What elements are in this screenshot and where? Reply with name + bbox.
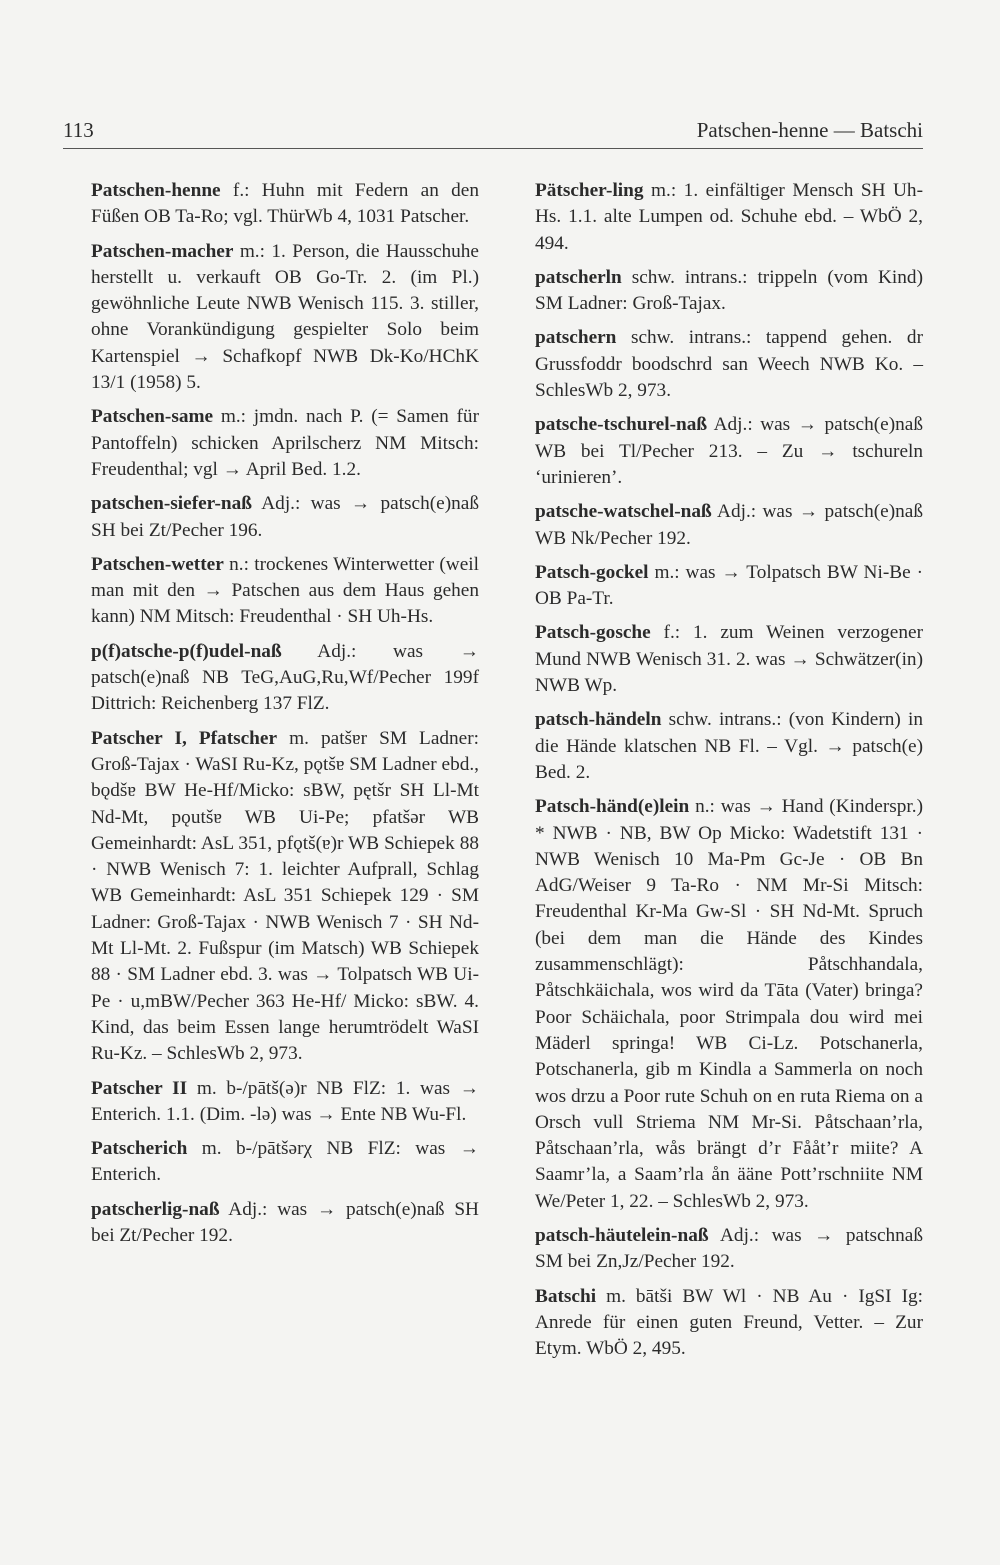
headword: Patscherich (91, 1138, 188, 1160)
page-header (63, 118, 923, 149)
entry (535, 620, 923, 699)
entry-text: n.: trockenes Winterwetter (weil man mit den → Patschen aus dem Haus gehen kann) NM Mitsch: Freudenthal · SH Uh-Hs. (91, 553, 479, 628)
entry (91, 552, 479, 631)
entry-text: m.: jmdn. nach P. (= Samen für Pantoffeln) schicken Aprilscherz NM Mitsch: Freudenthal; vgl → April Bed. 1.2. (91, 406, 479, 480)
entry (91, 404, 479, 483)
entry-text: schw. intrans.: tappend gehen. dr Grussfoddr boodschrd san Weech NWB Ko. – SchlesWb 2, 973. (535, 327, 923, 402)
entry-text: Adj.: was → patschnaß SM bei Zn,Jz/Pecher 192. (535, 1224, 923, 1273)
entry (91, 491, 479, 544)
entry-text: m.: 1. Person, die Hausschuhe herstellt u. verkauft OB Go-Tr. 2. (im Pl.) gewöhnliche Leute NWB Wenisch 115. 3. stiller, ohne Vorankündigung gespielter Solo beim Kartenspiel → Schafkopf NWB Dk-Ko/HChK 13/1 (1958) 5. (91, 240, 479, 394)
entry (91, 239, 479, 397)
headword: patschern (535, 327, 617, 349)
entry-text: m. patšɐr SM Ladner: Groß-Tajax · WaSI Ru-Kz, pǫtšɐ SM Ladner ebd., bǫdšɐ BW He-Hf/Micko: sBW, pętšr SH Ll-Mt Nd-Mt, pǫutšɐ WB Ui-Pe; pfatšər WB Gemeinhardt: AsL 351, pfǫtš(ɐ)r WB Schiepek 88 · NWB Wenisch 7: 1. leichter Aufprall, Schlag WB Gemeinhardt: AsL 351 Schiepek 129 · SM Ladner: Groß-Tajax · NWB Wenisch 7 · SH Nd-Mt Ll-Mt. 2. Fußspur (im Matsch) WB Schiepek 88 · SM Ladner ebd. 3. was → Tolpatsch WB Ui-Pe · u,mBW/Pecher 363 He-Hf/ Micko: sBW. 4. Kind, das beim Essen lange herumtrödelt WaSI Ru-Kz. – SchlesWb 2, 973. (91, 727, 479, 1065)
entry (91, 1076, 479, 1129)
entry-text: Adj.: was → patsch(e)naß WB bei Tl/Pecher 213. – Zu → tschureln ‘urinieren’. (535, 414, 923, 488)
entry-text: Adj.: was → patsch(e)naß NB TeG,AuG,Ru,Wf/Pecher 199f Dittrich: Reichenberg 137 FlZ. (91, 640, 479, 715)
headword: patsch-häutelein-naß (535, 1224, 709, 1246)
headword: Patschen-same (91, 406, 214, 428)
entry-text: m. b-/pātš(ə)r NB FlZ: 1. was → Enterich. 1.1. (Dim. -lə) was → Ente NB Wu-Fl. (91, 1077, 479, 1125)
headword: patschen-siefer-naß (91, 493, 253, 515)
entry-text: f.: Huhn mit Federn an den Füßen OB Ta-Ro; vgl. ThürWb 4, 1031 Patscher. (91, 180, 479, 228)
entry (91, 1197, 479, 1250)
headword: Patscher I, Pfatscher (91, 727, 278, 749)
entry (91, 639, 479, 718)
entry-text: m. bātši BW Wl · NB Au · IgSI Ig: Anrede für einen guten Freund, Vetter. – Zur Etym. WbÖ 2, 495. (535, 1285, 923, 1360)
headword: patsch-händeln (535, 709, 662, 731)
entry-text: schw. intrans.: (von Kindern) in die Hände klatschen NB Fl. – Vgl. → patsch(e) Bed. 2. (535, 709, 923, 783)
entry (535, 1284, 923, 1363)
headword: Patschen-wetter (91, 553, 224, 575)
entry (91, 1136, 479, 1189)
headword: Batschi (535, 1285, 597, 1307)
entry-text: Adj.: was → patsch(e)naß WB Nk/Pecher 192. (535, 501, 923, 549)
headword: patscherlig-naß (91, 1198, 220, 1220)
headword: Patschen-macher (91, 240, 234, 262)
headword: Patsch-händ(e)lein (535, 796, 690, 818)
entry (535, 325, 923, 404)
headword: Patschen-henne (91, 180, 221, 201)
entry (535, 412, 923, 491)
entry (535, 178, 923, 257)
entry-text: m. b-/pātšərχ NB FlZ: was → Enterich. (91, 1138, 479, 1186)
headword: p(f)atsche-p(f)udel-naß (91, 640, 282, 662)
entry-text: m.: 1. einfältiger Mensch SH Uh-Hs. 1.1. alte Lumpen od. Schuhe ebd. – WbÖ 2, 494. (535, 180, 923, 254)
entry (535, 560, 923, 613)
entry-text: n.: was → Hand (Kinderspr.) * NWB · NB, BW Op Micko: Wadetstift 131 · NWB Wenisch 10 Ma-Pm Gc-Je · OB Bn AdG/Weiser 9 Ta-Ro · NM Mr-Si Mitsch: Freudenthal Kr-Ma Gw-Sl · SH Nd-Mt. Spruch (bei dem man die Hände des Kindes zusammenschlägt): Påtschhandala, Påtschkäichala, wos wird da Tāta (Vater) bringa? Poor Schäichala, poor Strimpala dou wird mei Mäderl springa! WB Ci-Lz. Potschanerla, Potschanerla, gib m Kindla a Sammerla on noch wos drzu a Poor rute Schuh on en ruta Riema on a Orsch vull Striema NM Mr-Si. Påtschaan’rla, Påtschaan’rla, wås brängt d’r Fååt’r miite? A Saamr’la, a Saam’rla ån ääne Pott’rschniite NM We/Peter 1, 22. – SchlesWb 2, 973. (535, 796, 923, 1212)
entry (535, 265, 923, 318)
entry (535, 707, 923, 786)
running-head: Patschen-henne — Batschi (696, 118, 923, 142)
headword: patscherln (535, 266, 622, 288)
headword: Patsch-gockel (535, 561, 649, 583)
left-column (91, 178, 479, 1257)
right-column (535, 178, 923, 1370)
entry-text: Adj.: was → patsch(e)naß SH bei Zt/Pecher 192. (91, 1198, 479, 1246)
page-number: 113 (63, 118, 94, 142)
entry (535, 794, 923, 1215)
headword: Patsch-gosche (535, 622, 651, 644)
entry-text: schw. intrans.: trippeln (vom Kind) SM Ladner: Groß-Tajax. (535, 266, 923, 315)
headword: patsche-tschurel-naß (535, 414, 708, 436)
entry-text: Adj.: was → patsch(e)naß SH bei Zt/Pecher 196. (91, 493, 479, 541)
entry (535, 1223, 923, 1276)
entry-text: m.: was → Tolpatsch BW Ni-Be · OB Pa-Tr. (535, 561, 923, 610)
entry (535, 499, 923, 552)
headword: Patscher II (91, 1077, 188, 1099)
entry-text: f.: 1. zum Weinen verzogener Mund NWB Wenisch 31. 2. was → Schwätzer(in) NWB Wp. (535, 622, 923, 697)
headword: Pätscher-ling (535, 180, 644, 201)
entry (91, 178, 479, 231)
headword: patsche-watschel-naß (535, 501, 712, 523)
entry (91, 726, 479, 1068)
